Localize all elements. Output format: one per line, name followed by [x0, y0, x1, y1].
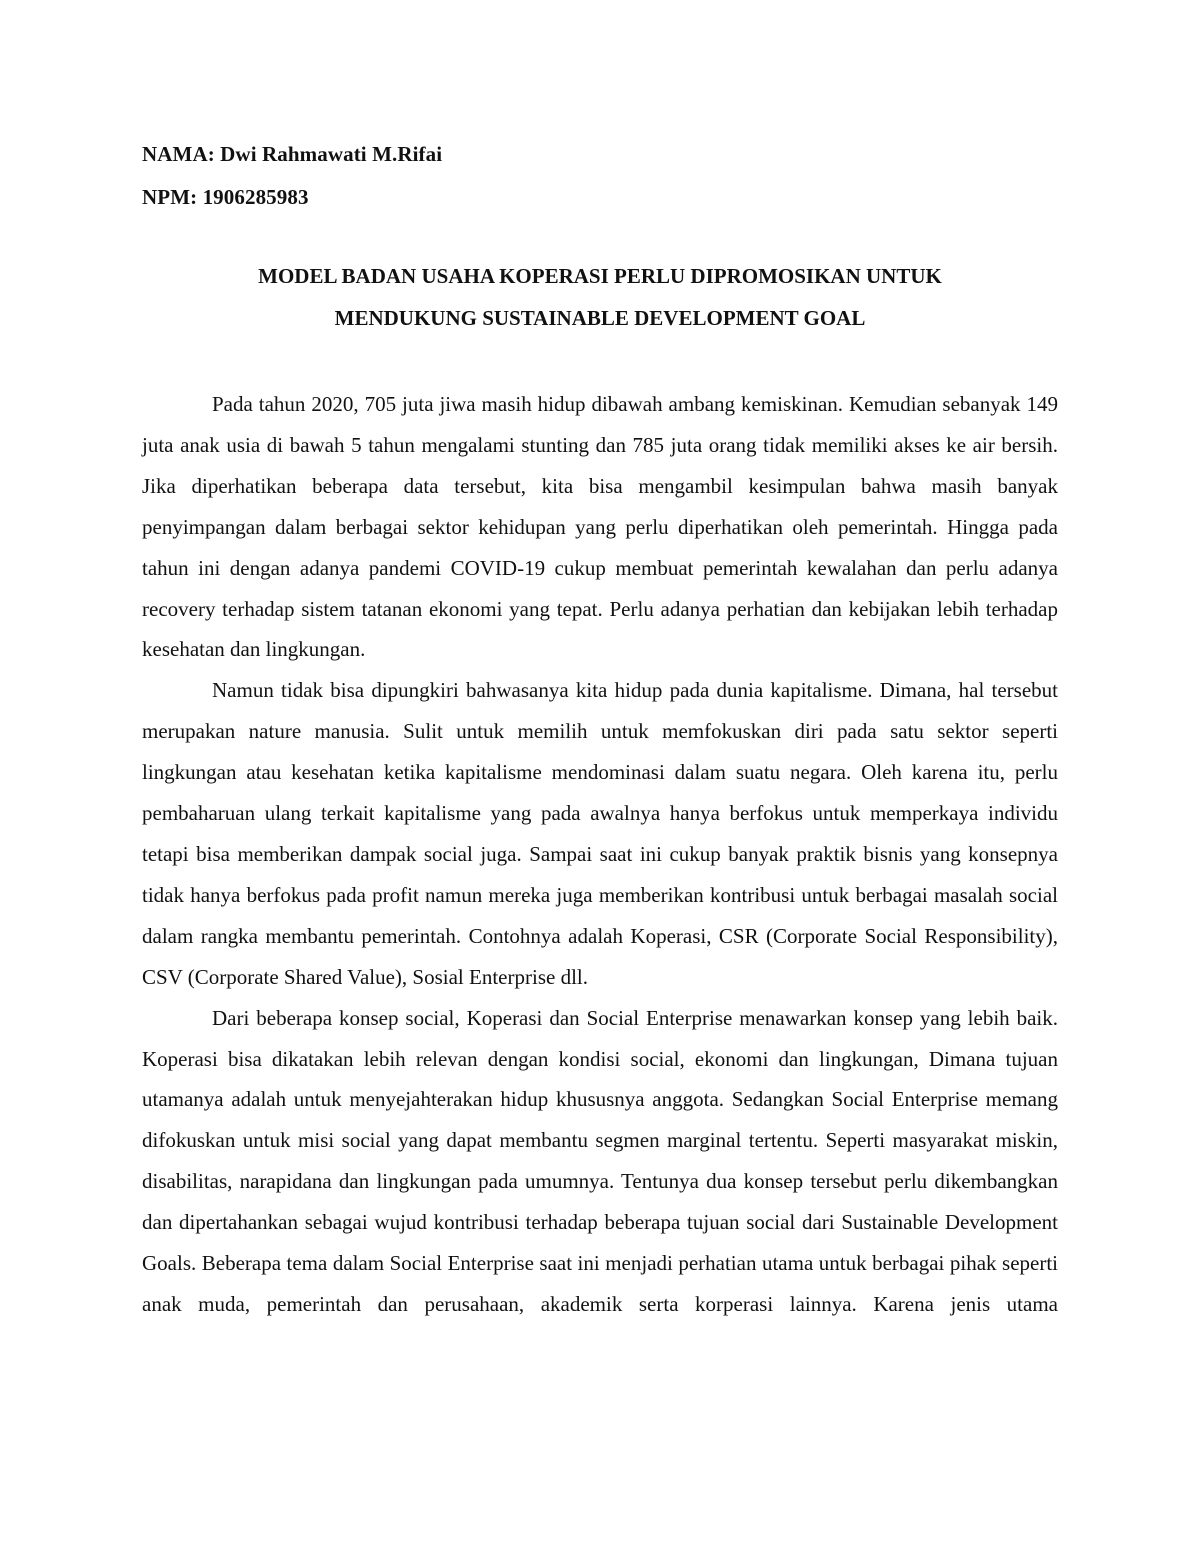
name-label: NAMA:	[142, 142, 215, 166]
npm-label: NPM:	[142, 185, 198, 209]
name-value: Dwi Rahmawati M.Rifai	[220, 142, 443, 166]
paragraph-2: Namun tidak bisa dipungkiri bahwasanya kita hidup pada dunia kapitalisme. Dimana, hal tersebut merupakan nature manusia. Sulit untuk memilih untuk memfokuskan diri pada satu sektor seperti lingkungan atau kesehatan ketika kapitalisme mendominasi dalam suatu negara. Oleh karena itu, perlu pembaharuan ulang terkait kapitalisme yang pada awalnya hanya berfokus untuk memperkaya individu tetapi bisa memberikan dampak social juga. Sampai saat ini cukup banyak praktik bisnis yang konsepnya tidak hanya berfokus pada profit namun mereka juga memberikan kontribusi untuk berbagai masalah social dalam rangka membantu pemerintah. Contohnya adalah Koperasi, CSR (Corporate Social Responsibility), CSV (Corporate Shared Value), Sosial Enterprise dll.	[142, 678, 1058, 989]
body-text	[142, 384, 1058, 1325]
title-line-2: MENDUKUNG SUSTAINABLE DEVELOPMENT GOAL	[334, 306, 866, 330]
npm-value: 1906285983	[202, 185, 309, 209]
title-line-1: MODEL BADAN USAHA KOPERASI PERLU DIPROMOSIKAN UNTUK	[258, 264, 942, 288]
paragraph-3: Dari beberapa konsep social, Koperasi dan Social Enterprise menawarkan konsep yang lebih baik. Koperasi bisa dikatakan lebih relevan dengan kondisi social, ekonomi dan lingkungan, Dimana tujuan utamanya adalah untuk menyejahterakan hidup khususnya anggota. Sedangkan Social Enterprise memang difokuskan untuk misi social yang dapat membantu segmen marginal tertentu. Seperti masyarakat miskin, disabilitas, narapidana dan lingkungan pada umumnya. Tentunya dua konsep tersebut perlu dikembangkan dan dipertahankan sebagai wujud kontribusi terhadap beberapa tujuan social dari Sustainable Development Goals. Beberapa tema dalam Social Enterprise saat ini menjadi perhatian utama untuk berbagai pihak seperti anak muda, pemerintah dan perusahaan, akademik serta korperasi lainnya. Karena jenis utama	[142, 1005, 1058, 1316]
paragraph-1: Pada tahun 2020, 705 juta jiwa masih hidup dibawah ambang kemiskinan. Kemudian sebanyak 149 juta anak usia di bawah 5 tahun mengalami stunting dan 785 juta orang tidak memiliki akses ke air bersih. Jika diperhatikan beberapa data tersebut, kita bisa mengambil kesimpulan bahwa masih banyak penyimpangan dalam berbagai sektor kehidupan yang perlu diperhatikan oleh pemerintah. Hingga pada tahun ini dengan adanya pandemi COVID-19 cukup membuat pemerintah kewalahan dan perlu adanya recovery terhadap sistem tatanan ekonomi yang tepat. Perlu adanya perhatian dan kebijakan lebih terhadap kesehatan dan lingkungan.	[142, 392, 1058, 662]
name-line	[142, 142, 442, 167]
npm-line	[142, 185, 309, 210]
